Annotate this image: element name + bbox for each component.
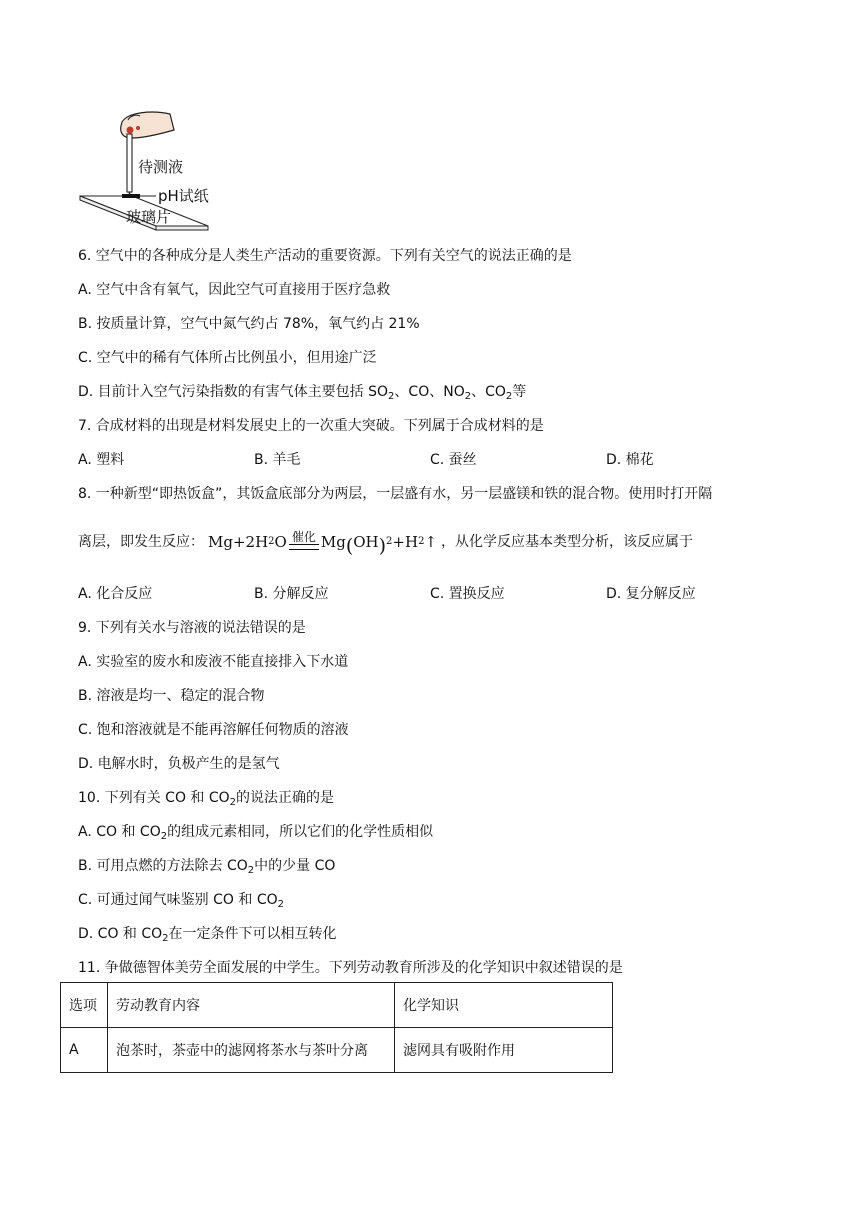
reaction-equation: Mg+2H 2 O 催化 Mg ( OH ) $^2$ +H 2 ↑ <box>208 530 438 557</box>
q10-option-c: C. 可通过闻气味鉴别 CO 和 $CO_2$ <box>78 892 284 910</box>
q11-table <box>60 982 613 1073</box>
q7-option-d: D. 棉花 <box>606 452 654 468</box>
q9-option-a: A. 实验室的废水和废液不能直接排入下水道 <box>78 654 349 670</box>
q7-option-a: A. 塑料 <box>78 452 125 468</box>
q8-option-a: A. 化合反应 <box>78 586 153 602</box>
q10-option-d: D. CO 和 $CO_2$在一定条件下可以相互转化 <box>78 926 337 944</box>
table-row <box>61 1028 613 1073</box>
q7-option-c: C. 蚕丝 <box>430 452 477 468</box>
table-header-row <box>61 983 613 1028</box>
q8-option-d: D. 复分解反应 <box>606 586 696 602</box>
q6-option-c: C. 空气中的稀有气体所占比例虽小，但用途广泛 <box>78 350 377 366</box>
header-option: 选项 <box>61 983 108 1028</box>
q6-option-a: A. 空气中含有氧气，因此空气可直接用于医疗急救 <box>78 282 391 298</box>
q11-stem: 11. 争做德智体美劳全面发展的中学生。下列劳动教育所涉及的化学知识中叙述错误的是 <box>78 960 623 976</box>
q9-option-d: D. 电解水时，负极产生的是氢气 <box>78 756 280 772</box>
q10-option-a: A. CO 和 $CO_2$的组成元素相同，所以它们的化学性质相似 <box>78 824 434 842</box>
catalyst-condition: 催化 <box>289 543 319 554</box>
label-glass-plate: 玻璃片 <box>126 208 172 226</box>
ph-test-figure <box>72 108 222 236</box>
q9-option-c: C. 饱和溶液就是不能再溶解任何物质的溶液 <box>78 722 349 738</box>
q7-stem: 7. 合成材料的出现是材料发展史上的一次重大突破。下列属于合成材料的是 <box>78 418 544 434</box>
q9-stem: 9. 下列有关水与溶液的说法错误的是 <box>78 620 306 636</box>
q6-stem: 6. 空气中的各种成分是人类生产活动的重要资源。下列有关空气的说法正确的是 <box>78 248 572 264</box>
q7-option-b: B. 羊毛 <box>254 452 301 468</box>
q6-option-b: B. 按质量计算，空气中氮气约占 78%，氧气约占 21% <box>78 316 420 332</box>
q10-stem: 10. 下列有关 CO 和 $CO_2$的说法正确的是 <box>78 790 335 808</box>
label-test-liquid: 待测液 <box>138 158 184 176</box>
q6-option-d: D. 目前计入空气污染指数的有害气体主要包括 $SO_2$、CO、$NO_2$、$CO_2$等 <box>78 384 527 402</box>
row-a-option: A <box>61 1028 108 1073</box>
q8-stem-line1: 8. 一种新型“即热饭盒”，其饭盒底部分为两层，一层盛有水，另一层盛镁和铁的混合物。使用时打开隔 <box>78 486 713 502</box>
header-chem-knowledge: 化学知识 <box>395 983 613 1028</box>
q9-option-b: B. 溶液是均一、稳定的混合物 <box>78 688 265 704</box>
q8-option-c: C. 置换反应 <box>430 586 505 602</box>
header-labor-content: 劳动教育内容 <box>108 983 395 1028</box>
q8-stem-line2: 离层，即发生反应： Mg+2H 2 O 催化 Mg ( OH ) $^2$ +H 2 ↑ ，从化学反应基本类型分析，该反应属于 <box>78 530 694 557</box>
q10-option-b: B. 可用点燃的方法除去 $CO_2$中的少量 CO <box>78 858 336 876</box>
row-a-knowledge: 滤网具有吸附作用 <box>395 1028 613 1073</box>
q8-option-b: B. 分解反应 <box>254 586 329 602</box>
row-a-content: 泡茶时，茶壶中的滤网将茶水与茶叶分离 <box>108 1028 395 1073</box>
label-ph-paper: pH试纸 <box>158 187 209 205</box>
